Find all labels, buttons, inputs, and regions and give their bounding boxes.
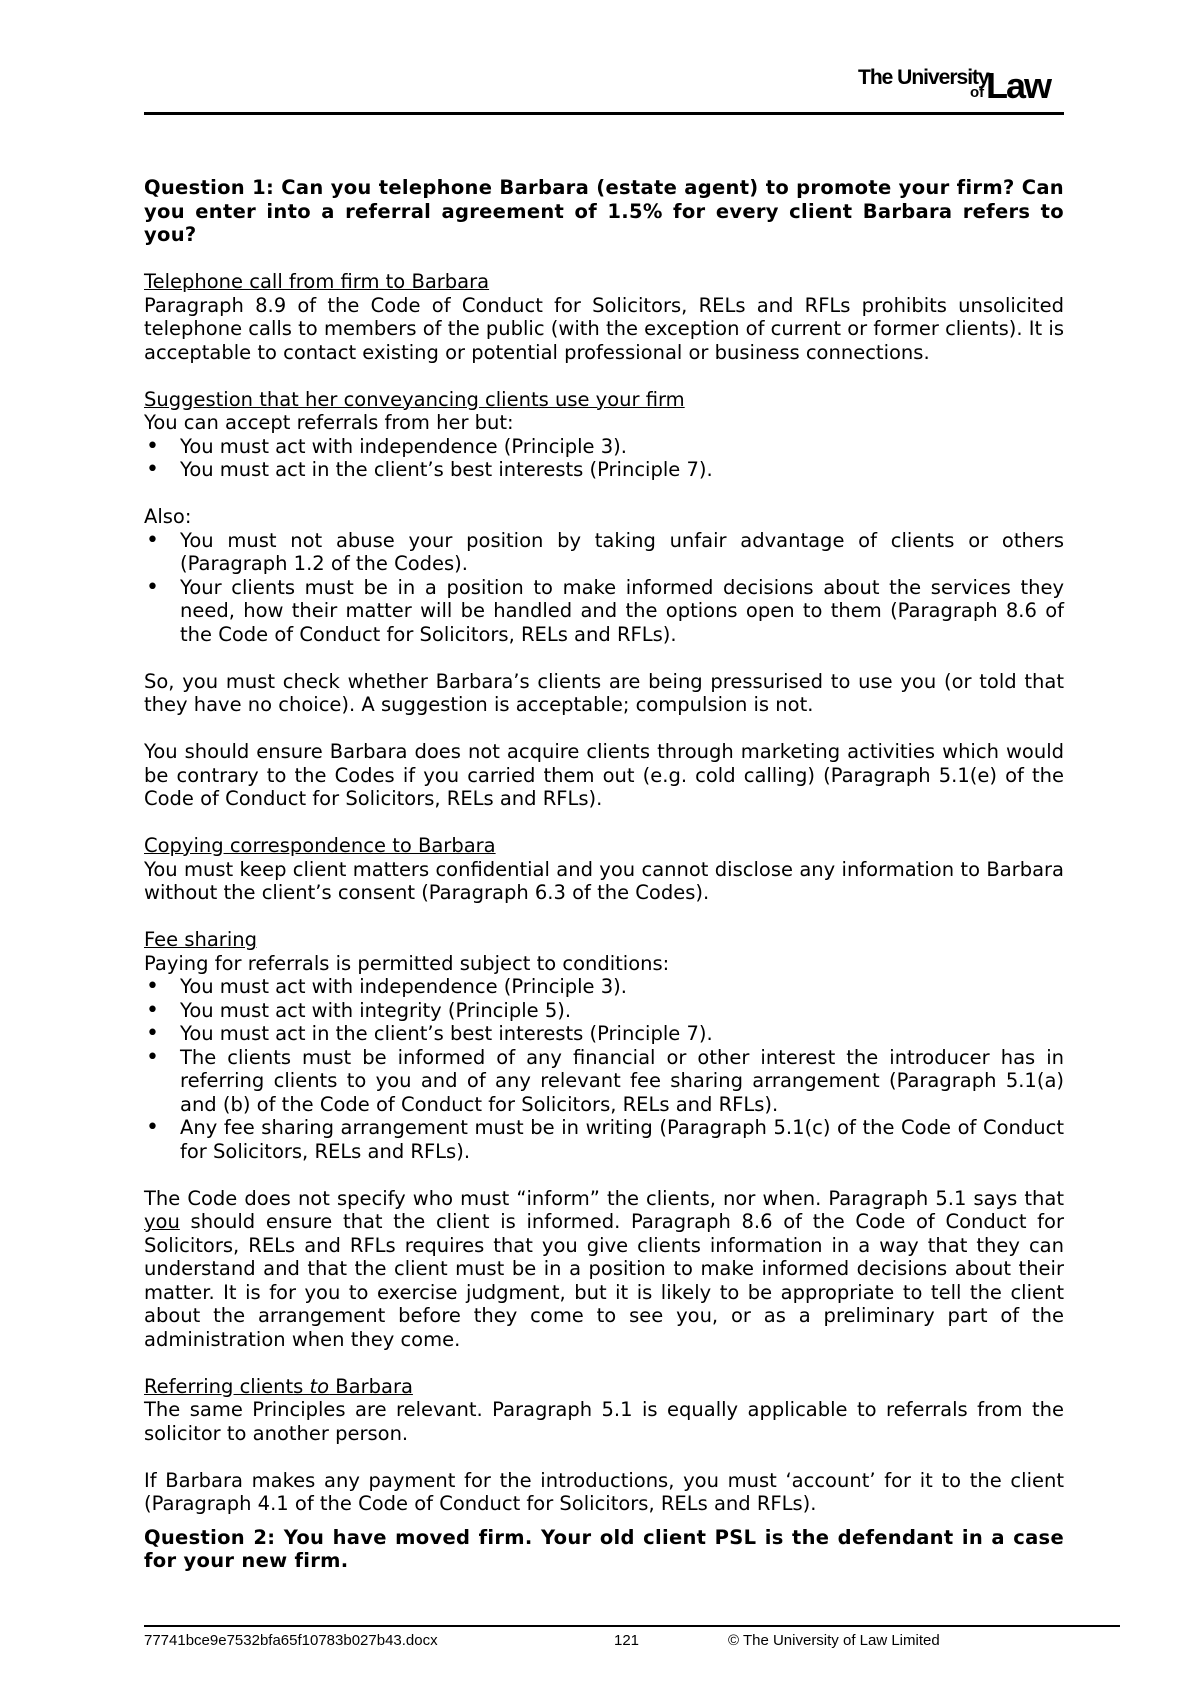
referring-para-2: If Barbara makes any payment for the introductions, you must ‘account’ for it to the client (Paragraph 4.1 of the Code of Conduct for Solicitors, RELs and RFLs).	[144, 1468, 1064, 1515]
fee-list	[144, 975, 1064, 1163]
also-label: Also:	[144, 505, 192, 528]
suggestion-para-2: You should ensure Barbara does not acquire clients through marketing activities which would be contrary to the Codes if you carried them out (e.g. cold calling) (Paragraph 5.1(e) of the Code of Conduct for Solicitors, RELs and RFLs).	[144, 740, 1064, 810]
question-1-title: Question 1: Can you telephone Barbara (estate agent) to promote your firm? Can you enter into a referral agreement of 1.5% for every client Barbara refers to you?	[144, 176, 1064, 246]
referring-heading-b: Barbara	[329, 1374, 413, 1398]
logo-of: of	[970, 84, 985, 101]
footer-filename: 77741bce9e7532bfa65f10783b027b43.docx	[144, 1632, 438, 1649]
list-item: • You must act in the client’s best interests (Principle 7).	[144, 1022, 1064, 1046]
fee-text-a: The Code does not specify who must “inform” the clients, nor when. Paragraph 5.1 says that	[144, 1186, 1064, 1210]
referring-heading-to: to	[309, 1374, 330, 1398]
referring-body: The same Principles are relevant. Paragraph 5.1 is equally applicable to referrals from the solicitor to another person.	[144, 1398, 1064, 1445]
footer-page-number: 121	[614, 1632, 640, 1649]
suggestion-intro: You can accept referrals from her but:	[144, 411, 514, 434]
logo-line1: The University	[858, 66, 989, 89]
also-list	[144, 529, 1064, 647]
footer-copyright: © The University of Law Limited	[728, 1632, 940, 1649]
heading-referring	[144, 1375, 1064, 1399]
list-item: • You must not abuse your position by taking unfair advantage of clients or others (Paragraph 1.2 of the Codes).	[144, 529, 1064, 576]
logo-law: Law	[986, 65, 1051, 106]
footer-rule	[144, 1625, 1120, 1627]
list-item: • You must act with integrity (Principle 5).	[144, 999, 1064, 1023]
fee-explanation	[144, 1187, 1064, 1352]
list-item: • Any fee sharing arrangement must be in writing (Paragraph 5.1(c) of the Code of Conduct for Solicitors, RELs and RFLs).	[144, 1116, 1064, 1163]
list-item: • You must act with independence (Principle 3).	[144, 435, 1064, 459]
question-2-title: Question 2: You have moved firm. Your old client PSL is the defendant in a case for your new firm.	[144, 1525, 1064, 1572]
list-item: • You must act with independence (Principle 3).	[144, 975, 1064, 999]
list-item: • You must act in the client’s best interests (Principle 7).	[144, 458, 1064, 482]
heading-suggestion: Suggestion that her conveyancing clients use your firm	[144, 387, 685, 411]
suggestion-para-1: So, you must check whether Barbara’s clients are being pressurised to use you (or told that they have no choice). A suggestion is acceptable; compulsion is not.	[144, 669, 1064, 716]
list-item: • The clients must be informed of any financial or other interest the introducer has in referring clients to you and of any relevant fee sharing arrangement (Paragraph 5.1(a) and (b) of the Code of Conduct for Solicitors, RELs and RFLs).	[144, 1046, 1064, 1117]
fee-intro: Paying for referrals is permitted subject to conditions:	[144, 951, 670, 975]
document-body	[144, 176, 1064, 1573]
fee-text-you: you	[144, 1210, 180, 1233]
copying-body: You must keep client matters confidential and you cannot disclose any information to Barbara without the client’s consent (Paragraph 6.3 of the Codes).	[144, 857, 1064, 904]
referring-heading-a: Referring clients	[144, 1374, 310, 1398]
heading-copying: Copying correspondence to Barbara	[144, 834, 496, 857]
university-logo	[858, 66, 1064, 106]
fee-text-b: should ensure that the client is informed. Paragraph 8.6 of the Code of Conduct for Solicitors, RELs and RFLs requires that you give clients information in a way that they can understand and that the client must be in a position to make informed decisions about their matter. It is for you to exercise judgment, but it is likely to be appropriate to tell the client about the arrangement before they come to see you, or as a preliminary part of the administration when they come.	[144, 1210, 1064, 1351]
telephone-body: Paragraph 8.9 of the Code of Conduct for Solicitors, RELs and RFLs prohibits unsolicited telephone calls to members of the public (with the exception of current or former clients). It is acceptable to contact existing or potential professional or business connections.	[144, 293, 1064, 364]
heading-telephone: Telephone call from firm to Barbara	[144, 270, 490, 293]
suggestion-list	[144, 435, 1064, 482]
heading-fee-sharing: Fee sharing	[144, 928, 257, 951]
list-item: • Your clients must be in a position to make informed decisions about the services they need, how their matter will be handled and the options open to them (Paragraph 8.6 of the Code of Conduct for Solicitors, RELs and RFLs).	[144, 576, 1064, 647]
header-rule	[144, 112, 1064, 115]
